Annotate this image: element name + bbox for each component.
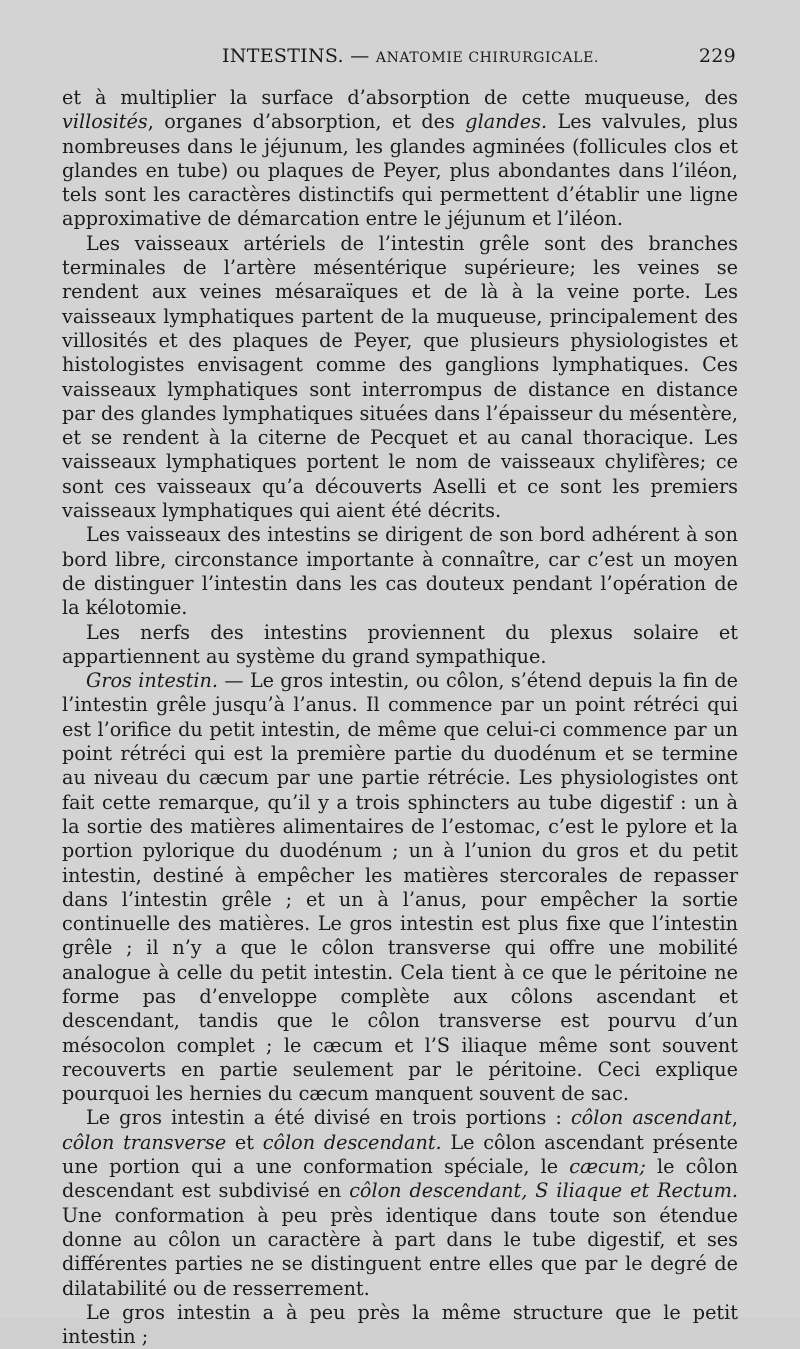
italic-term: côlon transverse: [62, 1130, 227, 1154]
text-run: le côlon descendant est subdivisé en: [62, 1155, 738, 1203]
paragraph-1: [62, 86, 738, 232]
page-number: 229: [698, 45, 736, 67]
running-head-separator: —: [343, 45, 376, 67]
text-run: ,: [731, 1106, 738, 1130]
text-run: et à multiplier la surface d’absorption de cette muqueuse, des: [62, 86, 738, 109]
running-head-subtitle: ANATOMIE CHIRURGICALE.: [375, 50, 599, 66]
text-run: , organes d’absorption, et des: [147, 110, 466, 134]
text-run: Le gros intestin a été divisé en trois portions :: [86, 1106, 571, 1130]
running-head-title: [222, 45, 599, 67]
text-run: Les valvules, plus nombreuses dans le jéjunum, les glandes agminées (follicules clos et glandes en tube) ou plaques de Peyer, plus abondantes dans l’iléon, tels sont les caractères distinctifs qui permettent d’établir une ligne approximative de démarcation entre le jéjunum et l’iléon.: [62, 110, 738, 231]
paragraph-6: [62, 1106, 738, 1300]
running-head: [62, 45, 736, 75]
text-run: et: [226, 1130, 263, 1154]
body-text: [62, 86, 738, 1349]
paragraph-2: Les vaisseaux artériels de l’intestin grêle sont des branches terminales de l’artère mésentérique supérieure; les veines se rendent aux veines mésaraïques et de là à la veine porte. Les vaisseaux lymphatiques partent de la muqueuse, principalement des villosités et des plaques de Peyer, que plusieurs physiologistes et histologistes envisagent comme des ganglions lymphatiques. Ces vaisseaux lymphatiques sont interrompus de distance en distance par des glandes lymphatiques situées dans l’épaisseur du mésentère, et se rendent à la citerne de Pecquet et au canal thoracique. Les vaisseaux lymphatiques portent le nom de vaisseaux chylifères; ce sont ces vaisseaux qu’a découverts Aselli et ce sont les premiers vaisseaux lymphatiques qui aient été décrits.: [62, 231, 738, 523]
italic-term: glandes.: [465, 110, 548, 134]
paragraph-3: Les vaisseaux des intestins se dirigent de son bord adhérent à son bord libre, circonstance importante à connaître, car c’est un moyen de distinguer l’intestin dans les cas douteux pendant l’opération de la kélotomie.: [62, 523, 738, 620]
paragraph-5: [62, 669, 738, 1106]
paragraph-4: Les nerfs des intestins proviennent du plexus solaire et appartiennent au système du grand sympathique.: [62, 620, 738, 668]
italic-term: cæcum;: [569, 1155, 646, 1179]
italic-term: côlon descendant.: [262, 1130, 442, 1154]
text-run: Une conformation à peu près identique dans toute son étendue donne au côlon un caractère à part dans le tube digestif, et ses différentes parties ne se distinguent entre elles que par le degré de dilatabilité ou de resserrement.: [62, 1203, 738, 1300]
text-run: — Le gros intestin, ou côlon, s’étend depuis la fin de l’intestin grêle jusqu’à l’anus. Il commence par un point rétréci qui est l’orifice du petit intestin, de même que celui-ci commence par un point rétréci qui est la première partie du duodénum et se termine au niveau du cæcum par une partie rétrécie. Les physiologistes ont fait cette remarque, qu’il y a trois sphincters au tube digestif : un à la sortie des matières alimentaires de l’estomac, c’est le pylore et la portion pylorique du duodénum ; un à l’union du gros et du petit intestin, destiné à empêcher les matières stercorales de repasser dans l’intestin grêle ; et un à l’anus, pour empêcher la sortie continuelle des matières. Le gros intestin est plus fixe que l’intestin grêle ; il n’y a que le côlon transverse qui offre une mobilité analogue à celle du petit intestin. Cela tient à ce que le péritoine ne forme pas d’enveloppe complète aux côlons ascendant et descendant, tandis que le côlon transverse est pourvu d’un mésocolon complet ; le cæcum et l’S iliaque même sont souvent recouverts en partie seulement par le péritoine. Ceci explique pourquoi les hernies du cæcum manquent souvent de sac.: [62, 669, 738, 1106]
running-head-main: INTESTINS.: [222, 45, 344, 67]
paragraph-7: Le gros intestin a à peu près la même structure que le petit intestin ;: [62, 1300, 738, 1349]
text-run: Le côlon ascendant présente une portion qui a une conformation spéciale, le: [62, 1130, 739, 1179]
section-heading: Gros intestin.: [86, 669, 218, 693]
italic-term: côlon ascendant: [570, 1106, 732, 1130]
italic-term: villosités: [62, 110, 148, 134]
italic-term: côlon descendant, S iliaque et Rectum.: [349, 1179, 738, 1203]
